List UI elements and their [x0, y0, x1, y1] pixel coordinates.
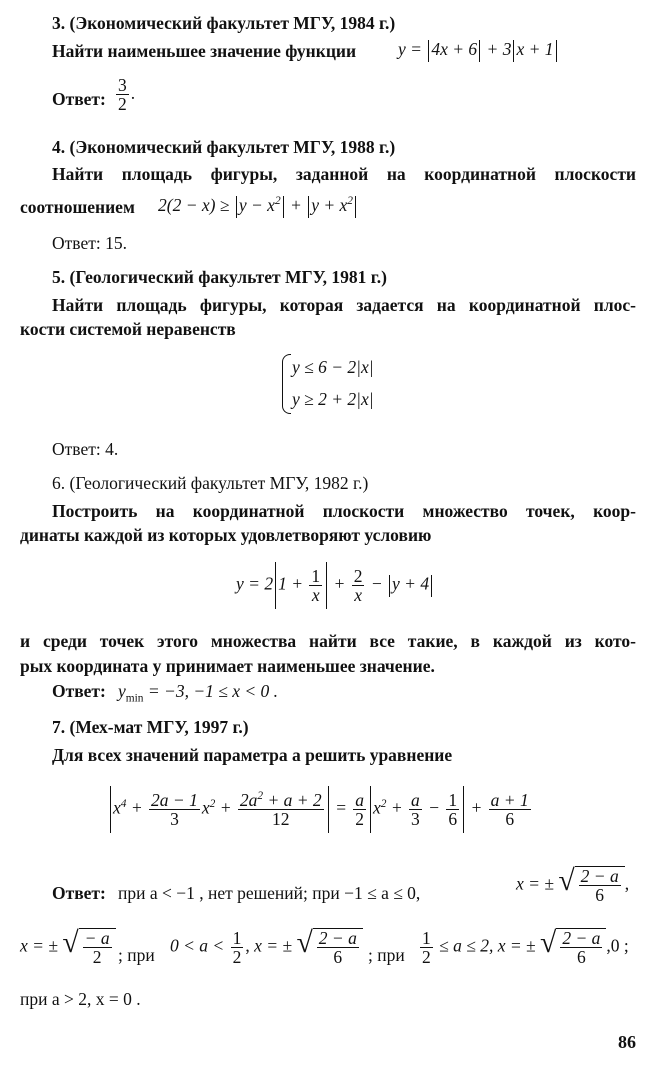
- problem-5-system-row2: y ≥ 2 + 2|x|: [292, 389, 374, 409]
- problem-3-formula: y = 4x + 6 + 3 x + 1: [398, 38, 559, 62]
- problem-6-task-line2: динаты каждой из которых удовлетворяют условию: [20, 525, 432, 545]
- problem-6-heading: 6. (Геологический факультет МГУ, 1982 г.): [52, 473, 369, 493]
- problem-6-after-line2: рых координата y принимает наименьшее значение.: [20, 656, 435, 676]
- problem-4-heading: 4. (Экономический факультет МГУ, 1988 г.): [52, 137, 396, 157]
- problem-3-answer-label: Ответ:: [52, 89, 106, 109]
- problem-7-answer-cond3: $\frac{1}{2}$ ≤ a ≤ 2, x = ± √ $\frac{2 - a}{6}$ ,0 ;: [422, 926, 629, 968]
- problem-7-answer-part1: при a < −1 , нет решений; при −1 ≤ a ≤ 0,: [118, 883, 421, 903]
- problem-7-answer-root1: x = ± √ $\frac{2 - a}{6}$ ,: [516, 864, 630, 906]
- problem-5-heading: 5. (Геологический факультет МГУ, 1981 г.): [52, 267, 387, 287]
- problem-5-task-line2: кости системой неравенств: [20, 319, 236, 339]
- problem-6-after-line1: и среди точек этого множества найти все такие, в каждой из кото-: [20, 631, 636, 651]
- problem-4-task-line2: соотношением: [20, 197, 135, 217]
- problem-3-answer-value: $\frac{3}{2}$ .: [118, 75, 136, 115]
- system-brace: [282, 354, 291, 414]
- problem-7-answer-root2: x = ± √ $\frac{- a}{2}$: [20, 928, 116, 967]
- problem-7-answer-label: Ответ:: [52, 883, 106, 903]
- problem-7-heading: 7. (Мех-мат МГУ, 1997 г.): [52, 717, 249, 737]
- problem-7-answer-pri1: ; при: [118, 945, 155, 965]
- problem-6-formula: y = 2 1 + $\frac{1}{x}$ + $\frac{2}{x}$ − y + 4: [236, 562, 434, 609]
- problem-5-system-row1: y ≤ 6 − 2|x|: [292, 357, 374, 377]
- problem-4-formula: $2(2 - x) \ge y - x^2 + y + x^2$: [158, 194, 358, 218]
- problem-4-task-line1: Найти площадь фигуры, заданной на координатной плоскости: [52, 164, 636, 184]
- problem-6-task-line1: Построить на координатной плоскости множество точек, коор-: [52, 501, 636, 521]
- page-number: 86: [618, 1032, 636, 1052]
- problem-7-task: Для всех значений параметра a решить уравнение: [52, 745, 453, 765]
- problem-7-answer-last: при a > 2, x = 0 .: [20, 989, 141, 1009]
- problem-6-answer-value: $y_{min} = -3$, −1 ≤ x < 0 .: [118, 681, 279, 705]
- problem-3-task: Найти наименьшее значение функции: [52, 41, 357, 61]
- problem-7-answer-pri2: ; при: [368, 945, 405, 965]
- problem-4-answer: Ответ: 15.: [52, 233, 127, 253]
- problem-5-answer: Ответ: 4.: [52, 439, 119, 459]
- problem-6-answer-label: Ответ:: [52, 681, 106, 701]
- problem-5-task-line1: Найти площадь фигуры, которая задается на координатной плос-: [52, 295, 636, 315]
- problem-7-equation: $x^4$ + $\frac{2a - 1}{3}$ $x^2$ + $\frac{2a^2 + a + 2}{12}$ = $\frac{a}{2}$ $x^2$ + $\frac{a}{3}$ − $\frac{1}{6}$ + $\frac{a + 1}{6}$: [108, 786, 533, 833]
- problem-3-heading: 3. (Экономический факультет МГУ, 1984 г.): [52, 13, 396, 33]
- problem-7-answer-cond2: 0 < a < $\frac{1}{2}$ , x = ± √ $\frac{2 - a}{6}$: [170, 928, 363, 967]
